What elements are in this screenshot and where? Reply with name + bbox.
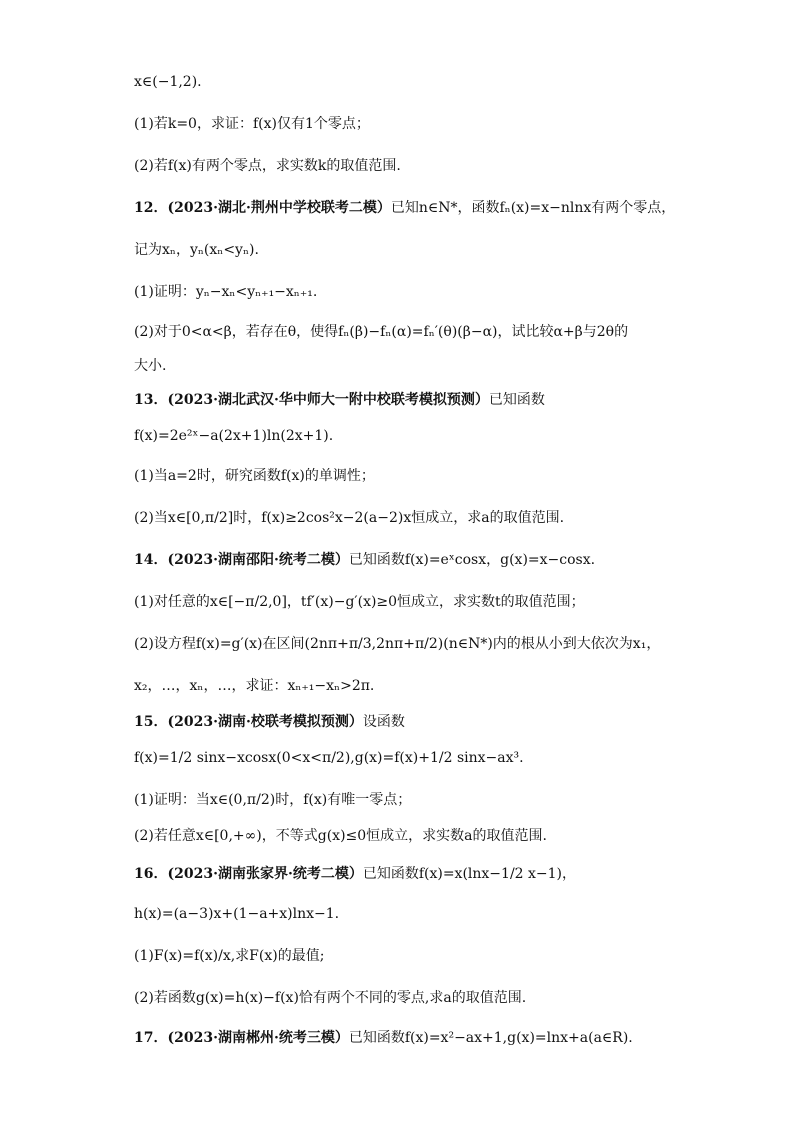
text-line: (2)若f(x)有两个零点，求实数k的取值范围. — [134, 158, 401, 174]
text-line: (2)若函数g(x)=h(x)−f(x)恰有两个不同的零点,求a的取值范围. — [134, 990, 527, 1006]
text-line: (2)设方程f(x)=g′(x)在区间(2nπ+π/3,2nπ+π/2)(n∈N*)内的根从小到大依次为x₁， — [134, 636, 661, 652]
text-line: 记为xₙ，yₙ(xₙ<yₙ). — [134, 242, 259, 258]
text-line: (1)证明：当x∈(0,π/2)时，f(x)有唯一零点； — [134, 792, 412, 808]
text-line: (2)当x∈[0,π/2]时，f(x)≥2cos²x−2(a−2)x恒成立，求a的取值范围. — [134, 510, 565, 526]
text-line: f(x)=1/2 sinx−xcosx(0<x<π/2),g(x)=f(x)+1/2 sinx−ax³. — [134, 750, 524, 766]
text-line: x₂，…，xₙ，…，求证：xₙ₊₁−xₙ>2π. — [134, 678, 375, 694]
problem-12-heading: 12．(2023·湖北·荆州中学校联考二模）已知n∈N*，函数fₙ(x)=x−nlnx有两个零点， — [134, 200, 676, 216]
text-line: (1)当a=2时，研究函数f(x)的单调性； — [134, 468, 375, 484]
text-line: f(x)=2e²ˣ−a(2x+1)ln(2x+1). — [134, 428, 334, 444]
problem-13-heading: 13．(2023·湖北武汉·华中师大一附中校联考模拟预测）已知函数 — [134, 392, 545, 408]
text-line: x∈(−1,2). — [134, 74, 202, 90]
problem-source: 12．(2023·湖北·荆州中学校联考二模） — [134, 200, 391, 216]
problem-17-heading: 17．(2023·湖南郴州·统考三模）已知函数f(x)=x²−ax+1,g(x)=lnx+a(a∈R). — [134, 1030, 633, 1046]
text-line: (1)对任意的x∈[−π/2,0]，tf′(x)−g′(x)≥0恒成立，求实数t的取值范围； — [134, 594, 585, 610]
text-line: h(x)=(a−3)x+(1−a+x)lnx−1. — [134, 906, 340, 922]
problem-14-heading: 14．(2023·湖南邵阳·统考二模）已知函数f(x)=eˣcosx，g(x)=x−cosx. — [134, 552, 596, 568]
problem-source: 13．(2023·湖北武汉·华中师大一附中校联考模拟预测） — [134, 392, 489, 408]
text-line: (1)若k=0，求证：f(x)仅有1个零点； — [134, 116, 370, 132]
problem-15-heading: 15．(2023·湖南·校联考模拟预测）设函数 — [134, 714, 405, 730]
text-line: 大小. — [134, 358, 167, 374]
problem-source: 14．(2023·湖南邵阳·统考二模） — [134, 552, 349, 568]
problem-source: 16．(2023·湖南张家界·统考二模） — [134, 866, 363, 882]
problem-source: 17．(2023·湖南郴州·统考三模） — [134, 1030, 349, 1046]
problem-source: 15．(2023·湖南·校联考模拟预测） — [134, 714, 363, 730]
text-line: (2)对于0<α<β，若存在θ，使得fₙ(β)−fₙ(α)=fₙ′(θ)(β−α)，试比较α+β与2θ的 — [134, 324, 629, 340]
text-line: (1)F(x)=f(x)/x,求F(x)的最值; — [134, 948, 325, 964]
text-line: (2)若任意x∈[0,+∞)，不等式g(x)≤0恒成立，求实数a的取值范围. — [134, 828, 547, 844]
problem-16-heading: 16．(2023·湖南张家界·统考二模）已知函数f(x)=x(lnx−1/2 x−1)， — [134, 866, 577, 882]
text-line: (1)证明：yₙ−xₙ<yₙ₊₁−xₙ₊₁. — [134, 284, 318, 300]
